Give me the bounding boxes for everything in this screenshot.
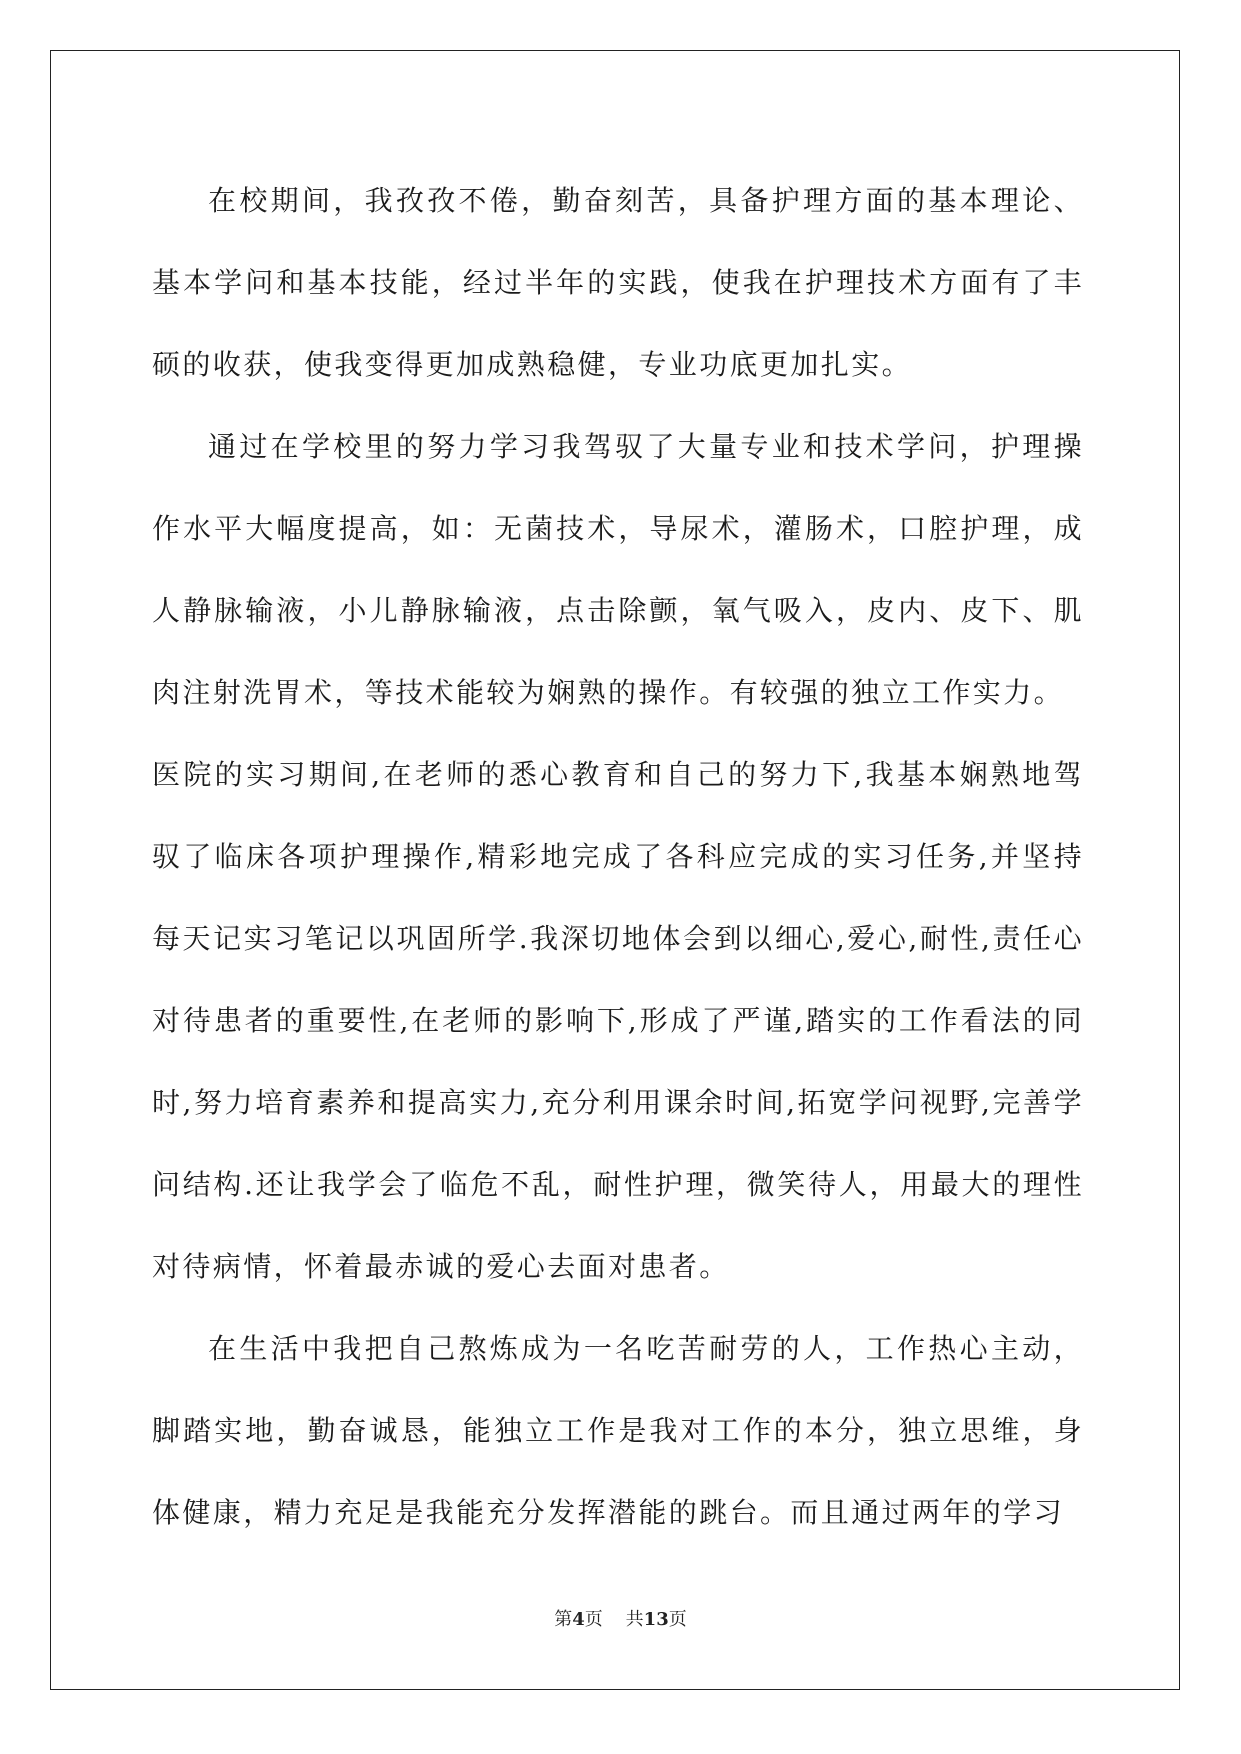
page-number: 4 [572,1609,585,1630]
page-suffix: 页 [584,1609,603,1630]
total-pages: 13 [643,1609,669,1630]
total-prefix: 共 [625,1609,644,1630]
page-footer [0,1608,1241,1632]
paragraph-3: 医院的实习期间,在老师的悉心教育和自己的努力下,我基本娴熟地驾驭了临床各项护理操作,精彩地完成了各科应完成的实习任务,并坚持每天记实习笔记以巩固所学.我深切地体会到以细心,爱心,耐性,责任心对待患者的重要性,在老师的影响下,形成了严谨,踏实的工作看法的同时,努力培育素养和提高实力,充分利用课余时间,拓宽学问视野,完善学问结构.还让我学会了临危不乱，耐性护理，微笑待人，用最大的理性对待病情，怀着最赤诚的爱心去面对患者。 [152,758,1084,1283]
paragraph-1: 在校期间，我孜孜不倦，勤奋刻苦，具备护理方面的基本理论、基本学问和基本技能，经过半年的实践，使我在护理技术方面有了丰硕的收获，使我变得更加成熟稳健，专业功底更加扎实。 [152,184,1084,381]
document-body [152,160,1084,1554]
total-suffix: 页 [668,1609,687,1630]
page-prefix: 第 [554,1609,573,1630]
paragraph-2: 通过在学校里的努力学习我驾驭了大量专业和技术学问，护理操作水平大幅度提高，如：无菌技术，导尿术，灌肠术，口腔护理，成人静脉输液，小儿静脉输液，点击除颤，氧气吸入，皮内、皮下、肌肉注射洗胃术，等技术能较为娴熟的操作。有较强的独立工作实力。 [152,430,1084,709]
paragraph-4: 在生活中我把自己熬炼成为一名吃苦耐劳的人，工作热心主动，脚踏实地，勤奋诚恳，能独立工作是我对工作的本分，独立思维，身体健康，精力充足是我能充分发挥潜能的跳台。而且通过两年的学习 [152,1332,1084,1529]
